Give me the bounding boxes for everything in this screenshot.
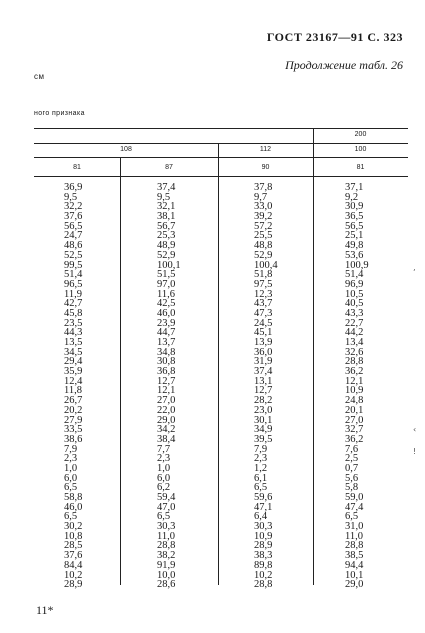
table-cell: 30,3 (157, 521, 176, 533)
table-cell: 48,6 (64, 240, 83, 252)
table-cell: 59,6 (254, 492, 273, 503)
margin-speck: ! (413, 447, 417, 456)
table-cell: 22,0 (157, 404, 176, 416)
table-cell: 20,1 (345, 404, 364, 416)
table-cell: 5,8 (345, 482, 359, 494)
table-cell: 1,0 (157, 462, 171, 474)
feature-column-label: ного признака (34, 110, 85, 117)
table-rule-head (34, 176, 408, 177)
table-continuation-label: Продолжение табл. 26 (285, 58, 403, 72)
table-cell: 56,7 (157, 220, 176, 232)
table-cell: 37,6 (64, 550, 83, 562)
table-cell: 47,1 (254, 501, 273, 513)
table-cell: 38,5 (345, 550, 364, 562)
table-cell: 53,6 (345, 249, 364, 261)
table-cell: 34,5 (64, 346, 83, 358)
table-cell: 9,5 (157, 191, 171, 203)
table-cell: 20,2 (64, 404, 83, 416)
table-cell: 11,6 (157, 288, 175, 300)
table-cell: 11,9 (64, 288, 82, 300)
table-cell: 10,5 (345, 288, 364, 300)
table-cell: 13,7 (157, 337, 176, 348)
table-cell: 48,8 (254, 240, 273, 252)
table-cell: 5,6 (345, 472, 359, 484)
header-height-200: 200 (354, 131, 367, 138)
table-cell: 100,1 (157, 259, 181, 271)
table-cell: 11,0 (345, 530, 363, 542)
table-cell: 24,8 (345, 395, 364, 407)
table-column-1 (58, 183, 142, 590)
table-cell: 28,8 (345, 540, 364, 552)
table-cell: 30,1 (254, 414, 273, 426)
table-cell: 10,0 (157, 569, 176, 581)
table-cell: 30,3 (254, 521, 273, 533)
table-cell: 31,0 (345, 521, 364, 533)
table-cell: 97,5 (254, 278, 273, 290)
table-cell: 27,9 (64, 414, 83, 426)
table-cell: 23,5 (64, 317, 83, 329)
table-cell: 11,8 (64, 385, 82, 397)
table-cell: 11,0 (157, 530, 175, 542)
table-cell: 46,0 (64, 501, 83, 513)
table-cell: 12,3 (254, 288, 273, 300)
table-cell: 32,2 (64, 201, 83, 213)
table-cell: 38,1 (157, 211, 176, 223)
table-cell: 47,4 (345, 501, 364, 513)
table-cell: 6,1 (254, 472, 268, 484)
table-cell: 12,7 (157, 375, 176, 387)
table-cell: 56,5 (345, 220, 364, 232)
table-cell: 27,0 (345, 414, 364, 426)
header-chest-108: 108 (120, 146, 132, 153)
table-cell: 13,4 (345, 337, 364, 348)
table-cell: 6,5 (254, 482, 268, 494)
table-cell: 37,4 (254, 366, 273, 378)
table-cell: 30,8 (157, 356, 176, 368)
table-cell: 47,0 (157, 501, 176, 513)
table-cell: 38,2 (157, 550, 176, 562)
table-cell: 100,9 (345, 259, 369, 271)
table-cell: 51,8 (254, 269, 273, 281)
table-cell: 34,2 (157, 424, 176, 436)
table-cell: 97,0 (157, 278, 176, 290)
table-cell: 36,8 (157, 366, 176, 378)
header-col-2: 87 (165, 164, 173, 171)
table-cell: 13,1 (254, 375, 273, 387)
table-cell: 25,1 (345, 230, 364, 242)
table-cell: 12,4 (64, 375, 83, 387)
table-cell: 28,8 (157, 540, 176, 552)
table-cell: 35,9 (64, 366, 83, 378)
table-cell: 13,5 (64, 337, 83, 348)
table-cell: 30,2 (64, 521, 83, 533)
table-cell: 9,7 (254, 191, 268, 203)
table-cell: 1,2 (254, 462, 268, 474)
table-column-2 (151, 183, 235, 590)
table-cell: 32,6 (345, 346, 364, 358)
table-cell: 34,9 (254, 424, 273, 436)
table-cell: 22,7 (345, 317, 364, 329)
table-cell: 10,2 (254, 569, 273, 581)
table-cell: 28,8 (345, 356, 364, 368)
header-col-3: 90 (261, 164, 270, 171)
table-cell: 39,5 (254, 433, 273, 445)
table-cell: 37,8 (254, 182, 273, 193)
table-cell: 12,7 (254, 385, 273, 397)
table-cell: 24,5 (254, 317, 273, 329)
table-cell: 29,0 (345, 579, 364, 591)
table-cell: 28,6 (157, 579, 176, 591)
table-cell: 91,9 (157, 559, 176, 571)
table-cell: 42,7 (64, 298, 83, 310)
table-cell: 6,4 (254, 511, 268, 523)
table-cell: 99,5 (64, 259, 83, 271)
table-cell: 32,7 (345, 424, 364, 436)
table-cell: 6,5 (157, 511, 171, 523)
table-cell: 33,0 (254, 201, 273, 213)
table-cell: 37,1 (345, 182, 364, 193)
table-cell: 100,4 (254, 259, 278, 271)
table-cell: 30,9 (345, 201, 364, 213)
table-cell: 23,9 (157, 317, 176, 329)
table-cell: 36,2 (345, 433, 364, 445)
table-rule-sub (34, 157, 408, 158)
table-cell: 28,9 (64, 579, 83, 591)
table-cell: 25,5 (254, 230, 273, 242)
table-cell: 52,9 (254, 249, 273, 261)
table-cell: 96,5 (64, 278, 83, 290)
table-cell: 45,1 (254, 327, 273, 339)
header-chest-100: 100 (354, 146, 367, 153)
page-header-standard: ГОСТ 23167—91 С. 323 (266, 30, 403, 44)
table-cell: 33,5 (64, 424, 83, 436)
table-cell: 36,5 (345, 211, 364, 223)
table-cell: 2,3 (254, 453, 268, 465)
table-cell: 43,3 (345, 307, 364, 319)
table-cell: 44,7 (157, 327, 176, 339)
table-cell: 38,4 (157, 433, 176, 445)
table-cell: 6,2 (157, 482, 171, 494)
table-column-4 (339, 183, 423, 590)
table-cell: 43,7 (254, 298, 273, 310)
table-cell: 34,8 (157, 346, 176, 358)
table-cell: 45,8 (64, 307, 83, 319)
table-cell: 44,2 (345, 327, 364, 339)
table-cell: 84,4 (64, 559, 83, 571)
table-cell: 31,9 (254, 356, 273, 368)
header-col-1: 81 (73, 164, 81, 171)
table-cell: 29,0 (157, 414, 176, 426)
header-chest-112: 112 (259, 146, 272, 153)
table-cell: 26,7 (64, 395, 83, 407)
table-cell: 59,0 (345, 492, 364, 503)
table-cell: 37,6 (64, 211, 83, 223)
table-cell: 36,0 (254, 346, 273, 358)
table-cell: 40,5 (345, 298, 364, 310)
table-cell: 7,9 (64, 443, 78, 455)
table-cell: 9,2 (345, 191, 359, 203)
table-cell: 52,5 (64, 249, 83, 261)
table-column-3 (248, 183, 332, 590)
table-cell: 0,7 (345, 462, 359, 474)
table-cell: 23,0 (254, 404, 273, 416)
table-cell: 29,4 (64, 356, 83, 368)
table-cell: 89,8 (254, 559, 273, 571)
table-cell: 51,4 (64, 269, 83, 281)
table-cell: 39,2 (254, 211, 273, 223)
table-cell: 2,3 (157, 453, 171, 465)
table-cell: 6,0 (157, 472, 171, 484)
table-cell: 28,9 (254, 540, 273, 552)
table-cell: 6,0 (64, 472, 78, 484)
table-cell: 38,6 (64, 433, 83, 445)
table-cell: 10,9 (254, 530, 273, 542)
table-cell: 36,2 (345, 366, 364, 378)
table-rule-mid (34, 143, 408, 144)
table-cell: 49,8 (345, 240, 364, 252)
table-cell: 28,5 (64, 540, 83, 552)
table-cell: 12,1 (157, 385, 176, 397)
header-col-4: 81 (356, 164, 365, 171)
table-cell: 37,4 (157, 182, 176, 193)
margin-speck: ‹ (413, 425, 417, 434)
table-cell: 42,5 (157, 298, 176, 310)
table-cell: 51,4 (345, 269, 364, 281)
table-cell: 25,3 (157, 230, 176, 242)
table-cell: 32,1 (157, 201, 176, 213)
table-cell: 28,8 (254, 579, 273, 591)
table-cell: 1,0 (64, 462, 78, 474)
table-cell: 10,8 (64, 530, 83, 542)
table-cell: 7,7 (157, 443, 171, 455)
table-cell: 10,1 (345, 569, 364, 581)
table-cell: 96,9 (345, 278, 364, 290)
table-cell: 36,9 (64, 182, 83, 193)
unit-label: см (34, 72, 45, 81)
table-cell: 10,9 (345, 385, 364, 397)
table-cell: 44,3 (64, 327, 83, 339)
table-cell: 51,5 (157, 269, 176, 281)
table-cell: 2,5 (345, 453, 359, 465)
table-cell: 56,5 (64, 220, 83, 232)
table-cell: 6,5 (345, 511, 359, 523)
table-cell: 59,4 (157, 492, 176, 503)
table-cell: 27,0 (157, 395, 176, 407)
table-cell: 6,5 (64, 482, 78, 494)
table-cell: 6,5 (64, 511, 78, 523)
table-cell: 38,3 (254, 550, 273, 562)
table-cell: 13,9 (254, 337, 273, 348)
table-cell: 58,8 (64, 492, 83, 503)
table-cell: 48,9 (157, 240, 176, 252)
table-rule-top (34, 128, 408, 129)
table-cell: 24,7 (64, 230, 83, 242)
table-cell: 7,6 (345, 443, 359, 455)
table-cell: 9,5 (64, 191, 78, 203)
table-cell: 2,3 (64, 453, 78, 465)
table-cell: 10,2 (64, 569, 83, 581)
table-cell: 47,3 (254, 307, 273, 319)
table-cell: 57,2 (254, 220, 273, 232)
table-cell: 28,2 (254, 395, 273, 407)
table-cell: 12,1 (345, 375, 364, 387)
table-cell: 52,9 (157, 249, 176, 261)
table-cell: 94,4 (345, 559, 364, 571)
table-cell: 46,0 (157, 307, 176, 319)
margin-speck: ‚ (413, 263, 416, 272)
page-footer-signature: 11* (36, 603, 54, 617)
table-cell: 7,9 (254, 443, 268, 455)
